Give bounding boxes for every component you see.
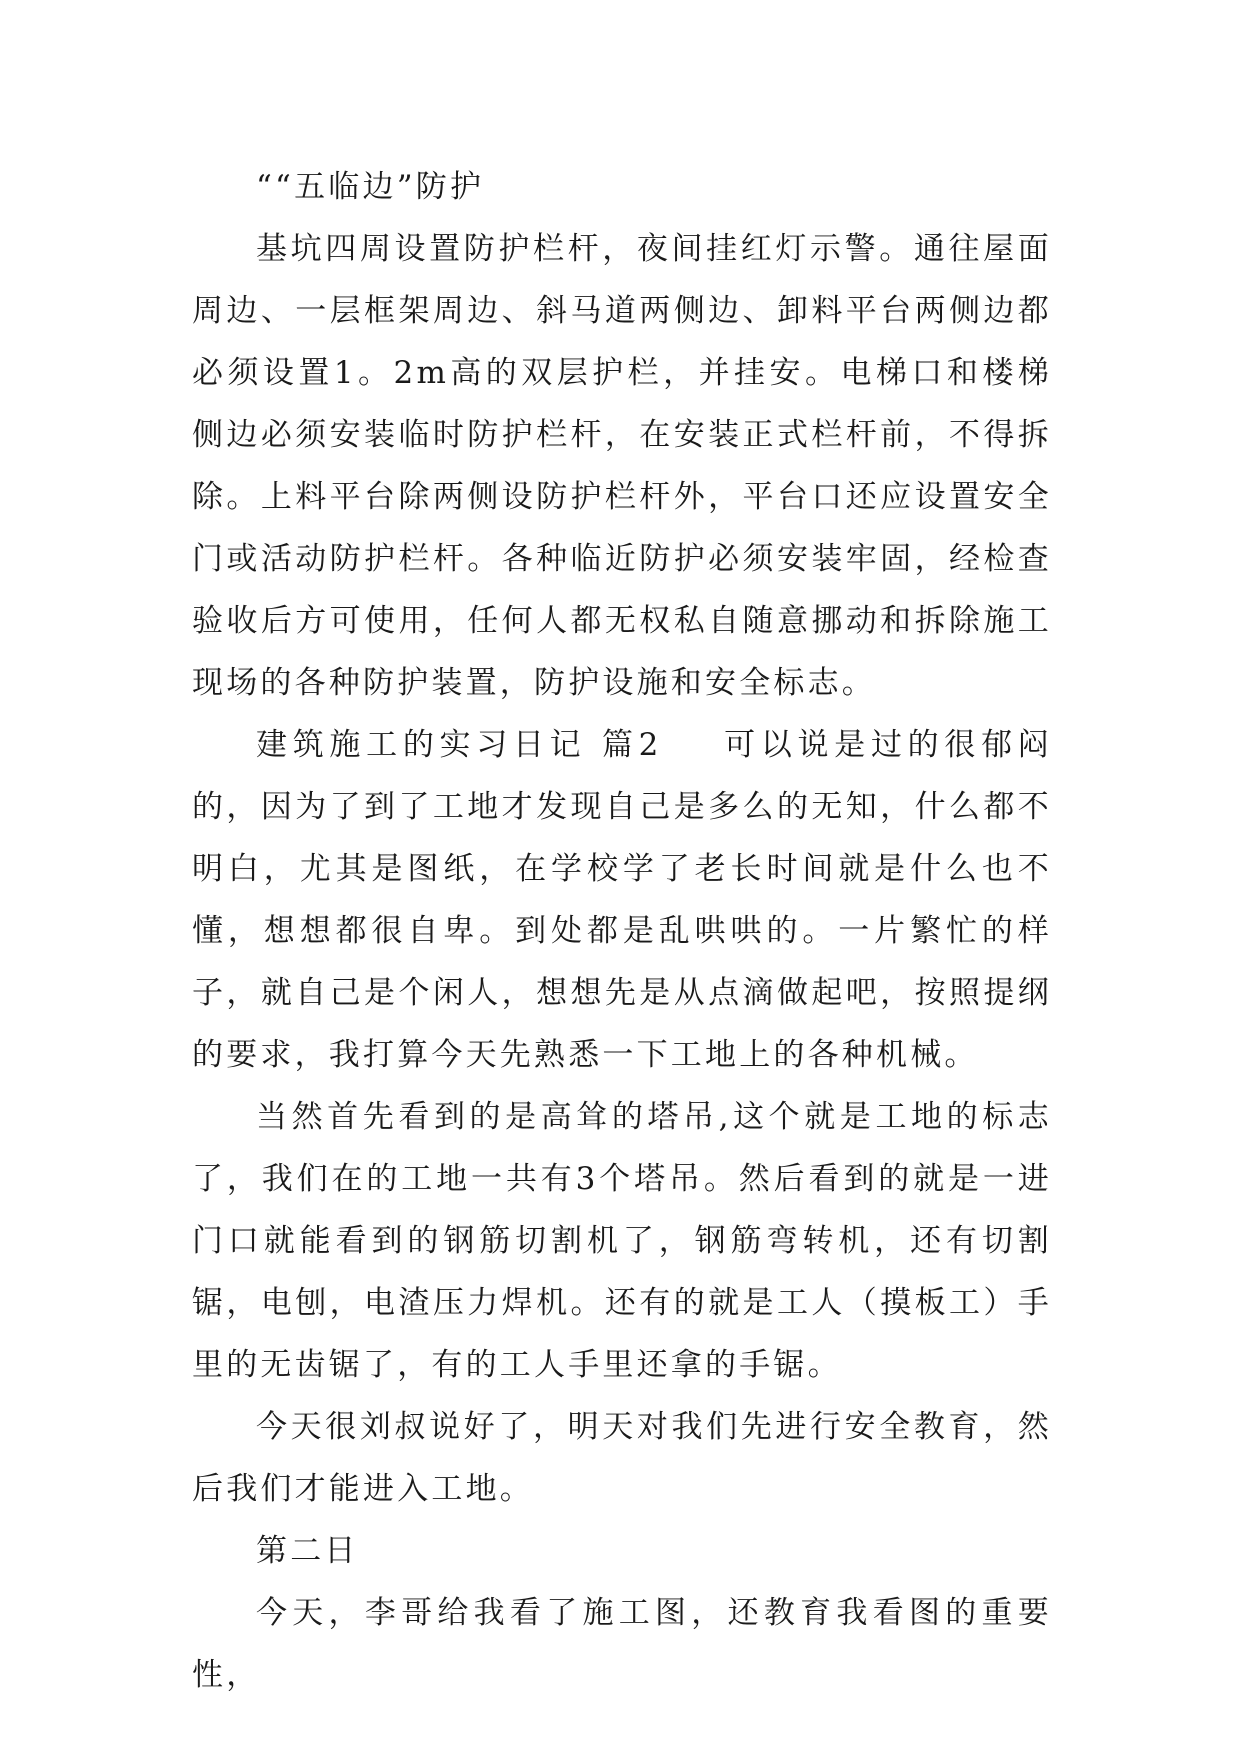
article-intro-paragraph — [192, 714, 1052, 1086]
document-body — [192, 156, 1052, 1706]
article-lead: 可以说是过的很郁闷的，因为了到了工地才发现自己是多么的无知，什么都不明白，尤其是图纸，在学校学了老长时间就是什么也不懂，想想都很自卑。到处都是乱哄哄的。一片繁忙的样子，就自己是个闲人，想想先是从点滴做起吧，按照提纲的要求，我打算今天先熟悉一下工地上的各种机械。 — [192, 727, 1052, 1073]
day-heading: 第二日 — [256, 1533, 359, 1569]
paragraph-machinery: 当然首先看到的是高耸的塔吊,这个就是工地的标志了，我们在的工地一共有3个塔吊。然后看到的就是一进门口就能看到的钢筋切割机了，钢筋弯转机，还有切割锯，电刨，电渣压力焊机。还有的就是工人（摸板工）手里的无齿锯了，有的工人手里还拿的手锯。 — [192, 1099, 1052, 1383]
article-title: 建筑施工的实习日记 篇2 — [256, 727, 662, 763]
paragraph-drawings: 今天，李哥给我看了施工图，还教育我看图的重要性， — [192, 1595, 1052, 1693]
paragraph-safety-education: 今天很刘叔说好了，明天对我们先进行安全教育，然后我们才能进入工地。 — [192, 1409, 1052, 1507]
paragraph-guardrails: 基坑四周设置防护栏杆，夜间挂红灯示警。通往屋面周边、一层框架周边、斜马道两侧边、卸料平台两侧边都必须设置1。2m高的双层护栏，并挂安。电梯口和楼梯侧边必须安装临时防护栏杆，在安装正式栏杆前，不得拆除。上料平台除两侧设防护栏杆外，平台口还应设置安全门或活动防护栏杆。各种临近防护必须安装牢固，经检查验收后方可使用，任何人都无权私自随意挪动和拆除施工现场的各种防护装置，防护设施和安全标志。 — [192, 231, 1052, 701]
section-heading: ““五临边”防护 — [256, 169, 485, 205]
